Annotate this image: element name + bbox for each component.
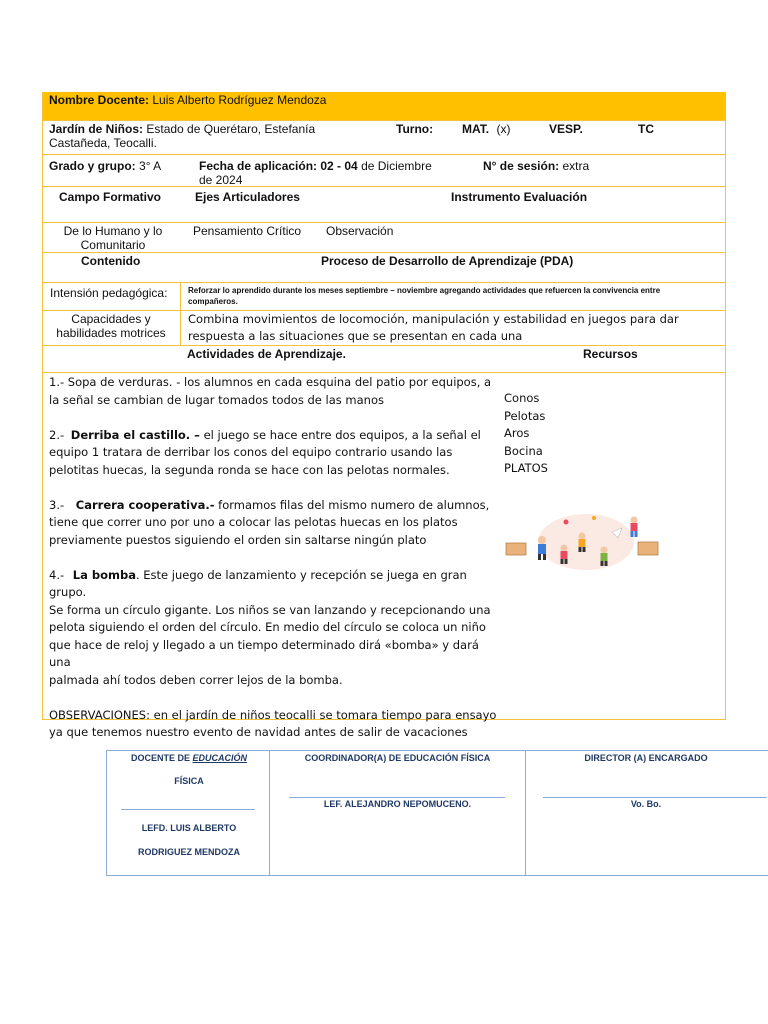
- instrumento-value: Observación: [326, 224, 394, 238]
- vesp-label: VESP.: [549, 122, 583, 136]
- campo-value-line2: Comunitario: [80, 238, 146, 252]
- resource-item: Pelotas: [504, 408, 546, 423]
- observaciones: [49, 707, 499, 742]
- activity-2-line: equipo 1 tratara de derribar los conos del equipo contrario usando las: [49, 445, 453, 459]
- signature-table: [106, 750, 768, 876]
- signature-docente-title: [115, 753, 263, 763]
- signature-director-title: DIRECTOR (A) ENCARGADO: [584, 753, 708, 763]
- activity-4: [49, 567, 499, 690]
- activity-2: [49, 427, 499, 480]
- cell-divider: [180, 282, 181, 345]
- child-icon: [538, 536, 546, 560]
- resource-item: Aros: [504, 426, 530, 440]
- signature-line: [543, 797, 767, 798]
- ejes-header: Ejes Articuladores: [195, 190, 300, 204]
- jardin-label: Jardín de Niños:: [49, 122, 144, 136]
- sesion-cell: [483, 159, 589, 173]
- tc-label: TC: [638, 122, 654, 136]
- intension-value: [188, 285, 722, 307]
- capacidades-label-line1: Capacidades y: [71, 312, 151, 326]
- turno-label: Turno:: [396, 122, 434, 136]
- activity-2-line: el juego se hace entre dos equipos, a la señal el: [203, 427, 481, 442]
- jardin-value-cont: Castañeda, Teocalli.: [49, 136, 157, 150]
- intension-label: Intensión pedagógica:: [50, 286, 168, 300]
- signature-line: [289, 797, 505, 798]
- mat-mark: (x): [496, 122, 511, 136]
- ball-icon: [592, 516, 596, 520]
- activity-3: [49, 497, 499, 550]
- capacidades-label-line2: habilidades motrices: [56, 326, 166, 340]
- activity-3-title: Carrera cooperativa.-: [75, 497, 215, 512]
- resource-item: Conos: [504, 391, 540, 405]
- row-divider: [42, 252, 726, 253]
- signature-docente-title-pre: DOCENTE DE: [130, 753, 193, 763]
- docente-cell: [49, 93, 326, 107]
- activity-3-line: tiene que correr uno por uno a colocar las pelotas huecas en los platos: [49, 515, 458, 529]
- resources-list: [504, 390, 548, 478]
- campo-formativo-value: [48, 224, 178, 252]
- campo-value-line1: De lo Humano y lo: [63, 224, 163, 238]
- docente-value: Luis Alberto Rodríguez Mendoza: [152, 93, 327, 107]
- capacidades-label: [43, 312, 179, 340]
- child-icon: [631, 517, 638, 538]
- fecha-cell: [199, 159, 459, 187]
- row-divider: [42, 282, 726, 283]
- signature-docente-name-cont: RODRIGUEZ MENDOZA: [138, 847, 240, 857]
- mat-cell: [462, 122, 510, 136]
- fecha-value-cont: de 2024: [199, 173, 243, 187]
- signature-coordinador-name: LEF. ALEJANDRO NEPOMUCENO.: [323, 799, 472, 809]
- ball-icon: [564, 520, 569, 525]
- signature-coordinador-title: COORDINADOR(A) DE EDUCACIÓN FÍSICA: [304, 753, 491, 763]
- docente-label: Nombre Docente:: [49, 93, 150, 107]
- contenido-header: Contenido: [81, 254, 141, 268]
- activity-4-line: que hace de reloj y llegado a un tiempo determinado dirá «bomba» y dará una: [49, 637, 479, 669]
- grado-cell: [49, 159, 161, 173]
- activity-2-line: pelotitas huecas, la segunda ronda se hace con las pelotas normales.: [49, 462, 450, 477]
- activity-3-line: formamos filas del mismo numero de alumnos,: [218, 497, 490, 512]
- activity-1: [49, 374, 499, 409]
- row-divider: [42, 120, 726, 121]
- signature-director-name: Vo. Bo.: [630, 799, 662, 809]
- row-divider: [42, 154, 726, 155]
- signature-divider: [269, 751, 270, 875]
- capacidades-value-line1: Combina movimientos de locomoción, manipulación y estabilidad en juegos para dar: [188, 312, 679, 326]
- activity-3-line: previamente puestos siguiendo el orden sin saltarse ningún plato: [49, 532, 427, 547]
- children-playing-illustration: [504, 510, 662, 572]
- observaciones-line: ya que tenemos nuestro evento de navidad antes de salir de vacaciones: [49, 725, 468, 739]
- activity-4-number: 4.-: [49, 567, 65, 582]
- ejes-value: Pensamiento Crítico: [193, 224, 302, 238]
- pda-header: Proceso de Desarrollo de Aprendizaje (PDA): [321, 254, 574, 268]
- box-icon: [638, 542, 658, 555]
- activities-list: [49, 374, 499, 742]
- jardin-value: Estado de Querétaro, Estefanía: [146, 122, 316, 136]
- jardin-cell: [49, 122, 369, 150]
- row-divider: [42, 372, 726, 373]
- activity-4-line: pelota siguiendo el orden del círculo. En medio del círculo se coloca un niño: [49, 620, 486, 634]
- activity-1-line: 1.- Sopa de verduras. - los alumnos en cada esquina del patio por equipos, a: [49, 375, 492, 389]
- signature-docente-title-link: EDUCACIÓN: [192, 753, 248, 763]
- campo-formativo-header: Campo Formativo: [59, 190, 162, 204]
- capacidades-value: [188, 311, 722, 345]
- activity-4-title: La bomba: [72, 567, 136, 582]
- resource-item: Bocina: [504, 443, 543, 458]
- activity-4-line: palmada ahí todos deben correr lejos de la bomba.: [49, 672, 343, 687]
- activity-1-line: la señal se cambian de lugar tomados todos de las manos: [49, 392, 384, 407]
- recursos-header: Recursos: [583, 347, 638, 361]
- sesion-value: extra: [562, 159, 590, 173]
- signature-docente-name: LEFD. LUIS ALBERTO: [141, 823, 237, 833]
- row-divider: [42, 222, 726, 223]
- activity-2-title: Derriba el castillo. –: [70, 427, 200, 442]
- box-icon: [506, 543, 526, 555]
- observaciones-line: OBSERVACIONES: en el jardín de niños teocalli se tomara tiempo para ensayo: [49, 707, 497, 722]
- instrumento-header: Instrumento Evaluación: [451, 190, 588, 204]
- fecha-label: Fecha de aplicación: 02 - 04: [199, 159, 358, 173]
- grado-label: Grado y grupo:: [49, 159, 136, 173]
- actividades-header: Actividades de Aprendizaje.: [187, 347, 346, 361]
- capacidades-value-line2: respuesta a las situaciones que se presentan en cada una: [188, 329, 523, 343]
- signature-docente-title-cont: FÍSICA: [174, 776, 204, 786]
- grado-value: 3° A: [139, 159, 162, 173]
- sesion-label: N° de sesión:: [483, 159, 560, 173]
- activity-3-number: 3.-: [49, 497, 65, 512]
- activity-4-line: Se forma un círculo gigante. Los niños se van lanzando y recepcionando una: [49, 602, 491, 617]
- activity-4-line: . Este juego de lanzamiento y recepción se juega en gran grupo.: [49, 567, 467, 599]
- resource-item: PLATOS: [504, 461, 548, 475]
- activity-2-number: 2.-: [49, 427, 65, 442]
- signature-line: [121, 809, 255, 810]
- intension-value-line1: Reforzar lo aprendido durante los meses septiembre – noviembre agregando actividades que refuercen la convivencia entre: [188, 286, 661, 295]
- illustration-background: [538, 514, 634, 570]
- intension-value-line2: compañeros.: [188, 297, 238, 306]
- fecha-value: de Diciembre: [361, 159, 432, 173]
- row-divider: [42, 345, 726, 346]
- signature-divider: [525, 751, 526, 875]
- mat-label: MAT.: [462, 122, 490, 136]
